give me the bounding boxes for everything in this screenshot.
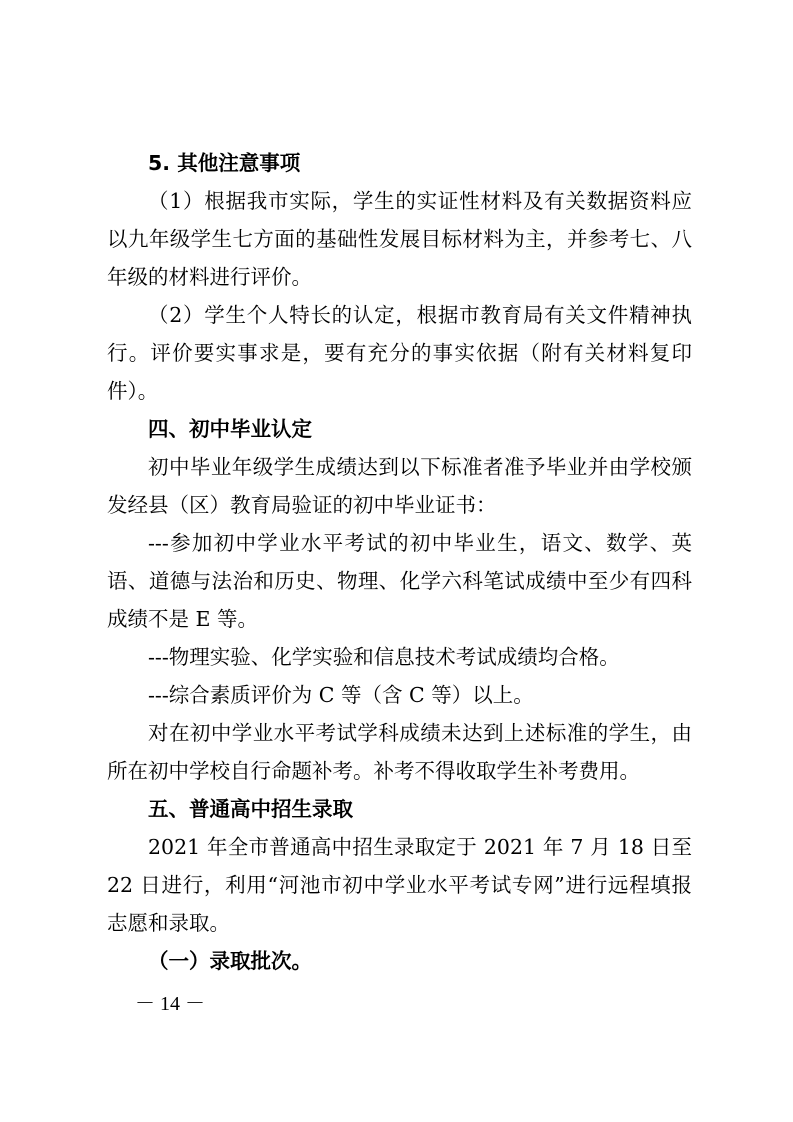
page-number: － 14 － bbox=[135, 993, 205, 1015]
paragraph-admission-dates: 2021 年全市普通高中招生录取定于 2021 年 7 月 18 日至 22 日进行，利用“河池市初中学业水平考试专网”进行远程填报志愿和录取。 bbox=[107, 835, 692, 935]
paragraph-personal-specialty: （2）学生个人特长的认定，根据市教育局有关文件精神执行。评价要实事求是，要有充分的事实依据（附有关材料复印件）。 bbox=[107, 303, 692, 403]
section-heading-admission: 五、普通高中招生录取 bbox=[148, 797, 353, 821]
paragraph-graduation-criteria: 初中毕业年级学生成绩达到以下标准者准予毕业并由学校颁发经县（区）教育局验证的初中毕业证书： bbox=[107, 455, 692, 517]
criteria-item-written-exams: ---参加初中学业水平考试的初中毕业生，语文、数学、英语、道德与法治和历史、物理、化学六科笔试成绩中至少有四科成绩不是 E 等。 bbox=[107, 531, 692, 631]
paragraph-evidence-materials: （1）根据我市实际，学生的实证性材料及有关数据资料应以九年级学生七方面的基础性发展目标材料为主，并参考七、八年级的材料进行评价。 bbox=[107, 189, 692, 289]
paragraph-makeup-exam: 对在初中学业水平考试学科成绩未达到上述标准的学生，由所在初中学校自行命题补考。补考不得收取学生补考费用。 bbox=[107, 721, 692, 783]
section-heading-other-notes: 5. 其他注意事项 bbox=[148, 151, 301, 175]
subsection-heading-batches: （一）录取批次。 bbox=[148, 949, 312, 973]
page-content bbox=[107, 144, 692, 980]
section-heading-graduation: 四、初中毕业认定 bbox=[148, 417, 312, 441]
criteria-item-experiments: ---物理实验、化学实验和信息技术考试成绩均合格。 bbox=[148, 645, 620, 669]
criteria-item-comprehensive: ---综合素质评价为 C 等（含 C 等）以上。 bbox=[148, 683, 534, 707]
